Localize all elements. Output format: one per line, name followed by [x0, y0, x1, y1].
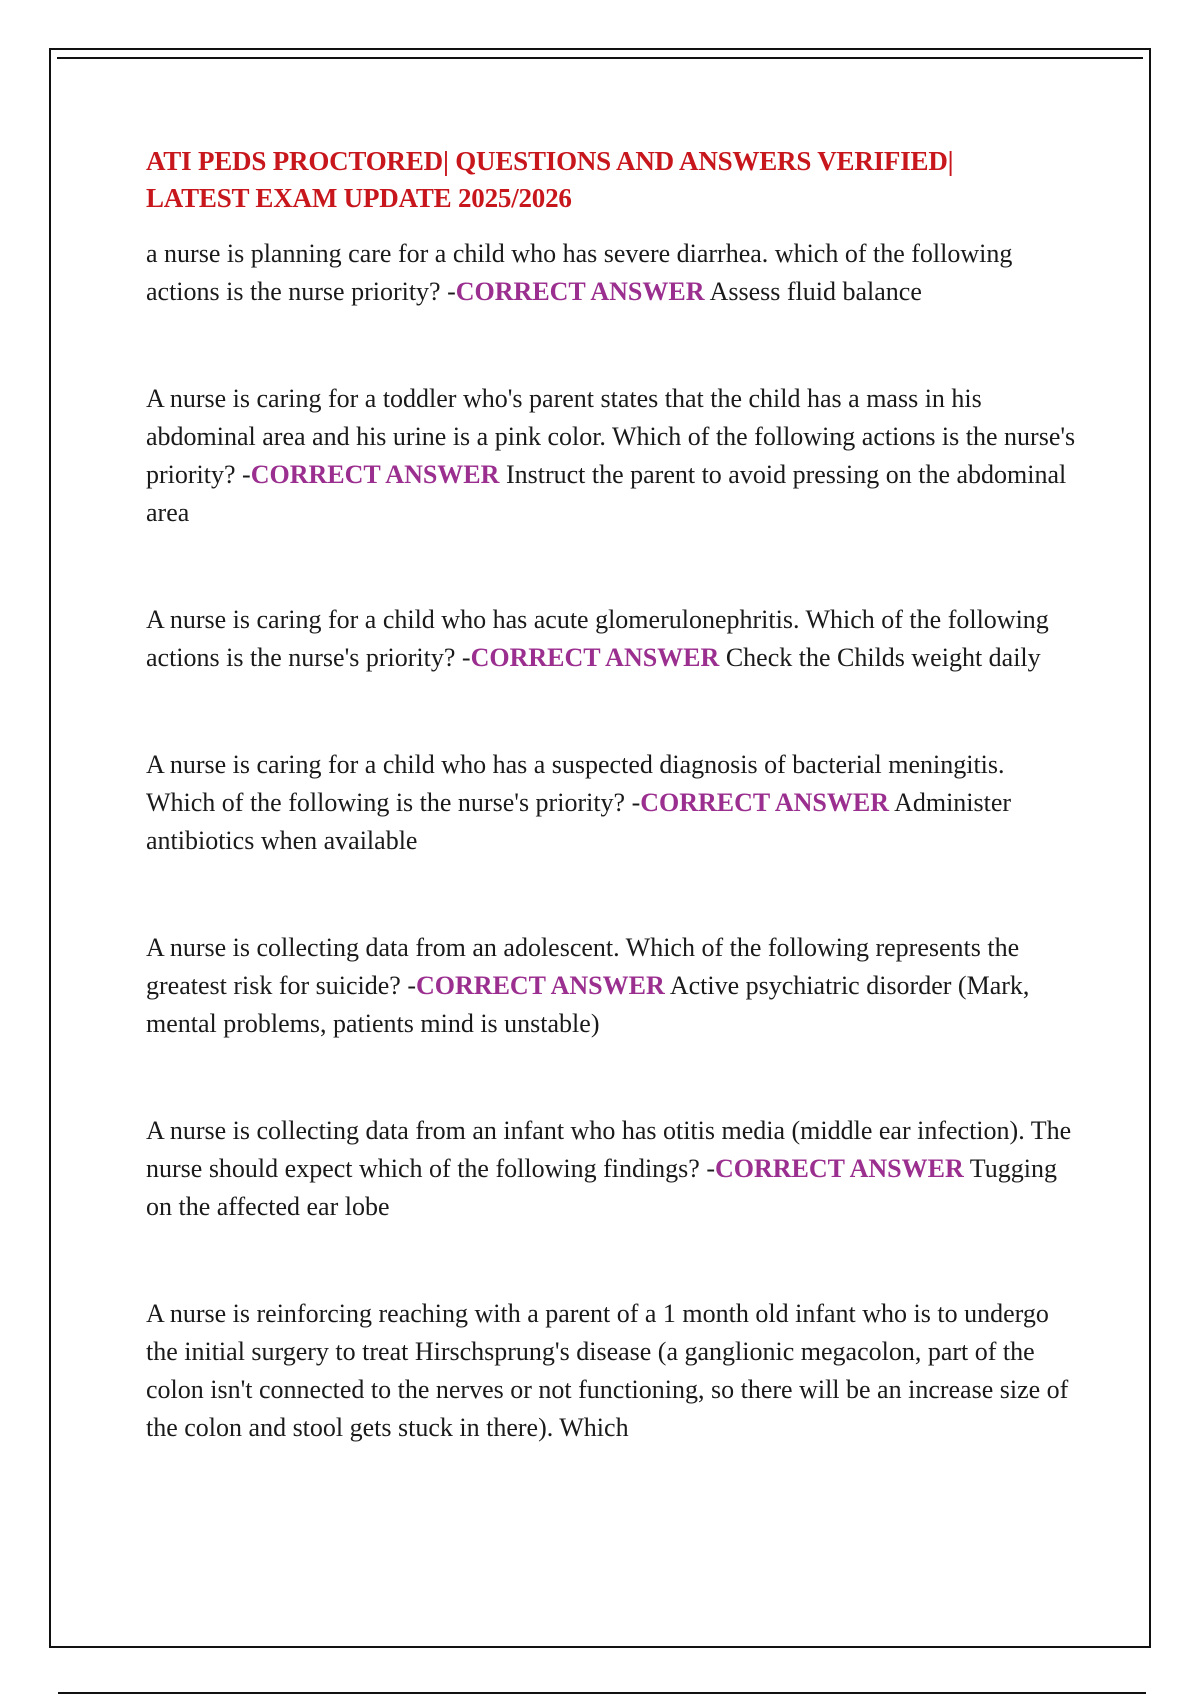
correct-answer-label: CORRECT ANSWER [470, 643, 720, 672]
title-line-1: ATI PEDS PROCTORED| QUESTIONS AND ANSWERS VERIFIED| [146, 146, 954, 176]
answer-text: Check the Childs weight daily [725, 643, 1041, 672]
answer-text: Active psychiatric disorder (Mark, mental problems, patients mind is unstable) [146, 971, 1030, 1038]
top-rule [57, 57, 1143, 59]
question-text: A nurse is caring for a child who has a suspected diagnosis of bacterial meningitis. Which of the following is the nurse's priority? - [146, 750, 1005, 817]
correct-answer-label: CORRECT ANSWER [455, 277, 705, 306]
answer-text: Instruct the parent to avoid pressing on the abdominal area [146, 460, 1067, 527]
qa-item [146, 235, 1076, 311]
question-text: A nurse is collecting data from an adolescent. Which of the following represents the greatest risk for suicide? - [146, 933, 1020, 1000]
qa-item [146, 1112, 1076, 1226]
correct-answer-label: CORRECT ANSWER [416, 971, 665, 1000]
qa-item [146, 929, 1076, 1043]
title-line-2: LATEST EXAM UPDATE 2025/2026 [146, 183, 572, 213]
document-title [146, 143, 1076, 217]
correct-answer-label: CORRECT ANSWER [715, 1154, 964, 1183]
question-text: A nurse is reinforcing reaching with a parent of a 1 month old infant who is to undergo the initial surgery to treat Hirschsprung's disease (a ganglionic megacolon, part of the colon isn't connected to the nerves or not functioning, so there will be an increase size of the colon and stool gets stuck in there). Which [146, 1299, 1069, 1442]
question-text: A nurse is collecting data from an infant who has otitis media (middle ear infection). The nurse should expect which of the following findings? - [146, 1116, 1072, 1183]
qa-item [146, 1295, 1076, 1447]
question-text: A nurse is caring for a toddler who's parent states that the child has a mass in his abdominal area and his urine is a pink color. Which of the following actions is the nurse's priority? - [146, 384, 1076, 489]
qa-item [146, 380, 1076, 532]
document-body [146, 143, 1076, 1516]
question-text: a nurse is planning care for a child who has severe diarrhea. which of the following actions is the nurse priority? - [146, 239, 1013, 306]
answer-text: Administer antibiotics when available [146, 788, 1012, 855]
correct-answer-label: CORRECT ANSWER [640, 788, 889, 817]
bottom-rule [58, 1692, 1146, 1694]
qa-item [146, 746, 1076, 860]
question-text: A nurse is caring for a child who has acute glomerulonephritis. Which of the following actions is the nurse's priority? - [146, 605, 1049, 672]
qa-item [146, 601, 1076, 677]
answer-text: Assess fluid balance [709, 277, 922, 306]
correct-answer-label: CORRECT ANSWER [250, 460, 500, 489]
qa-list [146, 235, 1076, 1447]
answer-text: Tugging on the affected ear lobe [146, 1154, 1057, 1221]
